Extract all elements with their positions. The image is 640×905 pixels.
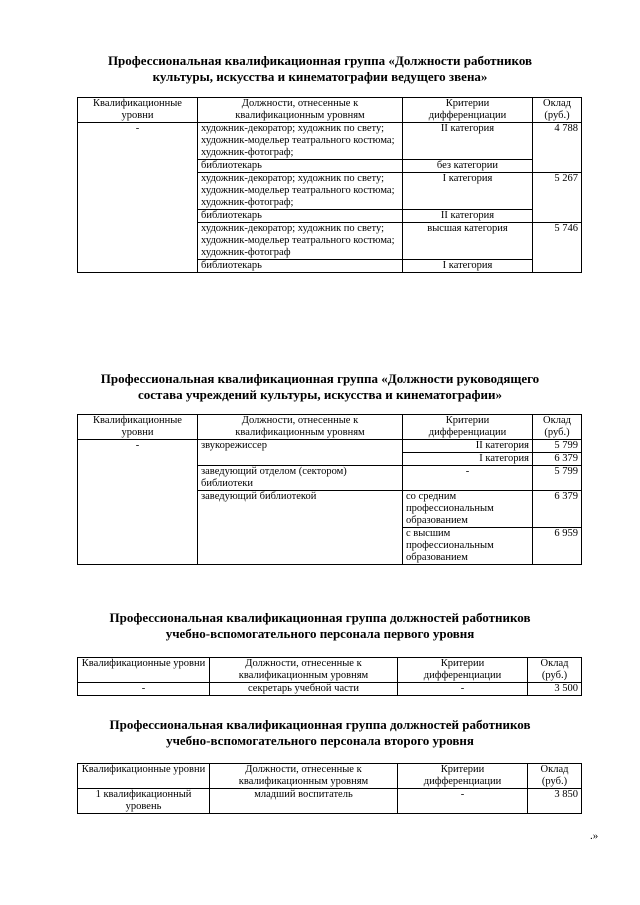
position-cell: заведующий библиотекой [198, 491, 403, 565]
header-level: Квалификационные уровни [78, 764, 210, 789]
closing-quote: .» [590, 830, 599, 842]
header-criteria: Критерии дифференциации [403, 98, 533, 123]
position-cell: библиотекарь [198, 260, 403, 273]
section3-title [0, 610, 640, 642]
header-salary: Оклад (руб.) [528, 658, 582, 683]
table-header-row [78, 764, 582, 789]
header-criteria: Критерии дифференциации [403, 415, 533, 440]
criteria-cell: с высшим профессиональным образованием [403, 528, 533, 565]
salary-cell: 6 959 [533, 528, 582, 565]
criteria-cell: I категория [403, 173, 533, 210]
position-cell: художник-декоратор; художник по свету; художник-модельер театрального костюма; художник-фотограф; [198, 173, 403, 210]
section1-table [77, 97, 582, 273]
criteria-cell: со средним профессиональным образованием [403, 491, 533, 528]
section2-title-line2: состава учреждений культуры, искусства и кинематографии» [137, 387, 503, 402]
section3-title-line1: Профессиональная квалификационная группа должностей работников [109, 610, 531, 625]
salary-cell: 6 379 [533, 491, 582, 528]
header-level: Квалификационные уровни [78, 415, 198, 440]
section4-title [0, 717, 640, 749]
header-criteria: Критерии дифференциации [398, 658, 528, 683]
table-header-row [78, 658, 582, 683]
salary-cell: 3 850 [528, 789, 582, 814]
header-salary: Оклад (руб.) [533, 98, 582, 123]
position-cell: звукорежиссер [198, 440, 403, 466]
criteria-cell: - [403, 466, 533, 491]
position-cell: секретарь учебной части [210, 683, 398, 696]
position-cell: художник-декоратор; художник по свету; художник-модельер театрального костюма; художник-фотограф [198, 223, 403, 260]
criteria-cell: I категория [403, 260, 533, 273]
header-level: Квалификационные уровни [78, 658, 210, 683]
position-cell: заведующий отделом (сектором) библиотеки [198, 466, 403, 491]
level-cell: - [78, 123, 198, 273]
criteria-cell: - [398, 683, 528, 696]
level-cell: - [78, 440, 198, 565]
position-cell: библиотекарь [198, 160, 403, 173]
table-row [78, 683, 582, 696]
header-salary: Оклад (руб.) [533, 415, 582, 440]
section3-title-line2: учебно-вспомогательного персонала первого уровня [165, 626, 475, 641]
section1-title-line2: культуры, искусства и кинематографии ведущего звена» [152, 69, 488, 84]
position-cell: младший воспитатель [210, 789, 398, 814]
section1-title-line1: Профессиональная квалификационная группа «Должности работников [107, 53, 533, 68]
section2-title [0, 371, 640, 403]
table-row [78, 789, 582, 814]
header-criteria: Критерии дифференциации [398, 764, 528, 789]
header-position: Должности, отнесенные к квалификационным уровням [198, 98, 403, 123]
criteria-cell: без категории [403, 160, 533, 173]
criteria-cell: высшая категория [403, 223, 533, 260]
level-cell: - [78, 683, 210, 696]
criteria-cell: II категория [403, 123, 533, 160]
level-cell: 1 квалификационный уровень [78, 789, 210, 814]
section4-title-line1: Профессиональная квалификационная группа должностей работников [109, 717, 531, 732]
salary-cell: 5 746 [533, 223, 582, 273]
table-header-row [78, 415, 582, 440]
section2-table [77, 414, 582, 565]
salary-cell: 3 500 [528, 683, 582, 696]
header-position: Должности, отнесенные к квалификационным уровням [198, 415, 403, 440]
criteria-cell: II категория [403, 440, 533, 453]
header-position: Должности, отнесенные к квалификационным уровням [210, 658, 398, 683]
salary-cell: 6 379 [533, 453, 582, 466]
section4-title-line2: учебно-вспомогательного персонала второго уровня [166, 733, 474, 748]
position-cell: художник-декоратор; художник по свету; художник-модельер театрального костюма; художник-фотограф; [198, 123, 403, 160]
header-level: Квалификационные уровни [78, 98, 198, 123]
salary-cell: 4 788 [533, 123, 582, 173]
salary-cell: 5 267 [533, 173, 582, 223]
criteria-cell: I категория [403, 453, 533, 466]
section3-table [77, 657, 582, 696]
criteria-cell: II категория [403, 210, 533, 223]
header-position: Должности, отнесенные к квалификационным уровням [210, 764, 398, 789]
table-row [78, 123, 582, 160]
position-cell: библиотекарь [198, 210, 403, 223]
header-salary: Оклад (руб.) [528, 764, 582, 789]
table-row [78, 440, 582, 453]
table-header-row [78, 98, 582, 123]
section2-title-line1: Профессиональная квалификационная группа «Должности руководящего [100, 371, 540, 386]
section4-table [77, 763, 582, 814]
salary-cell: 5 799 [533, 466, 582, 491]
section1-title [0, 53, 640, 85]
criteria-cell: - [398, 789, 528, 814]
salary-cell: 5 799 [533, 440, 582, 453]
